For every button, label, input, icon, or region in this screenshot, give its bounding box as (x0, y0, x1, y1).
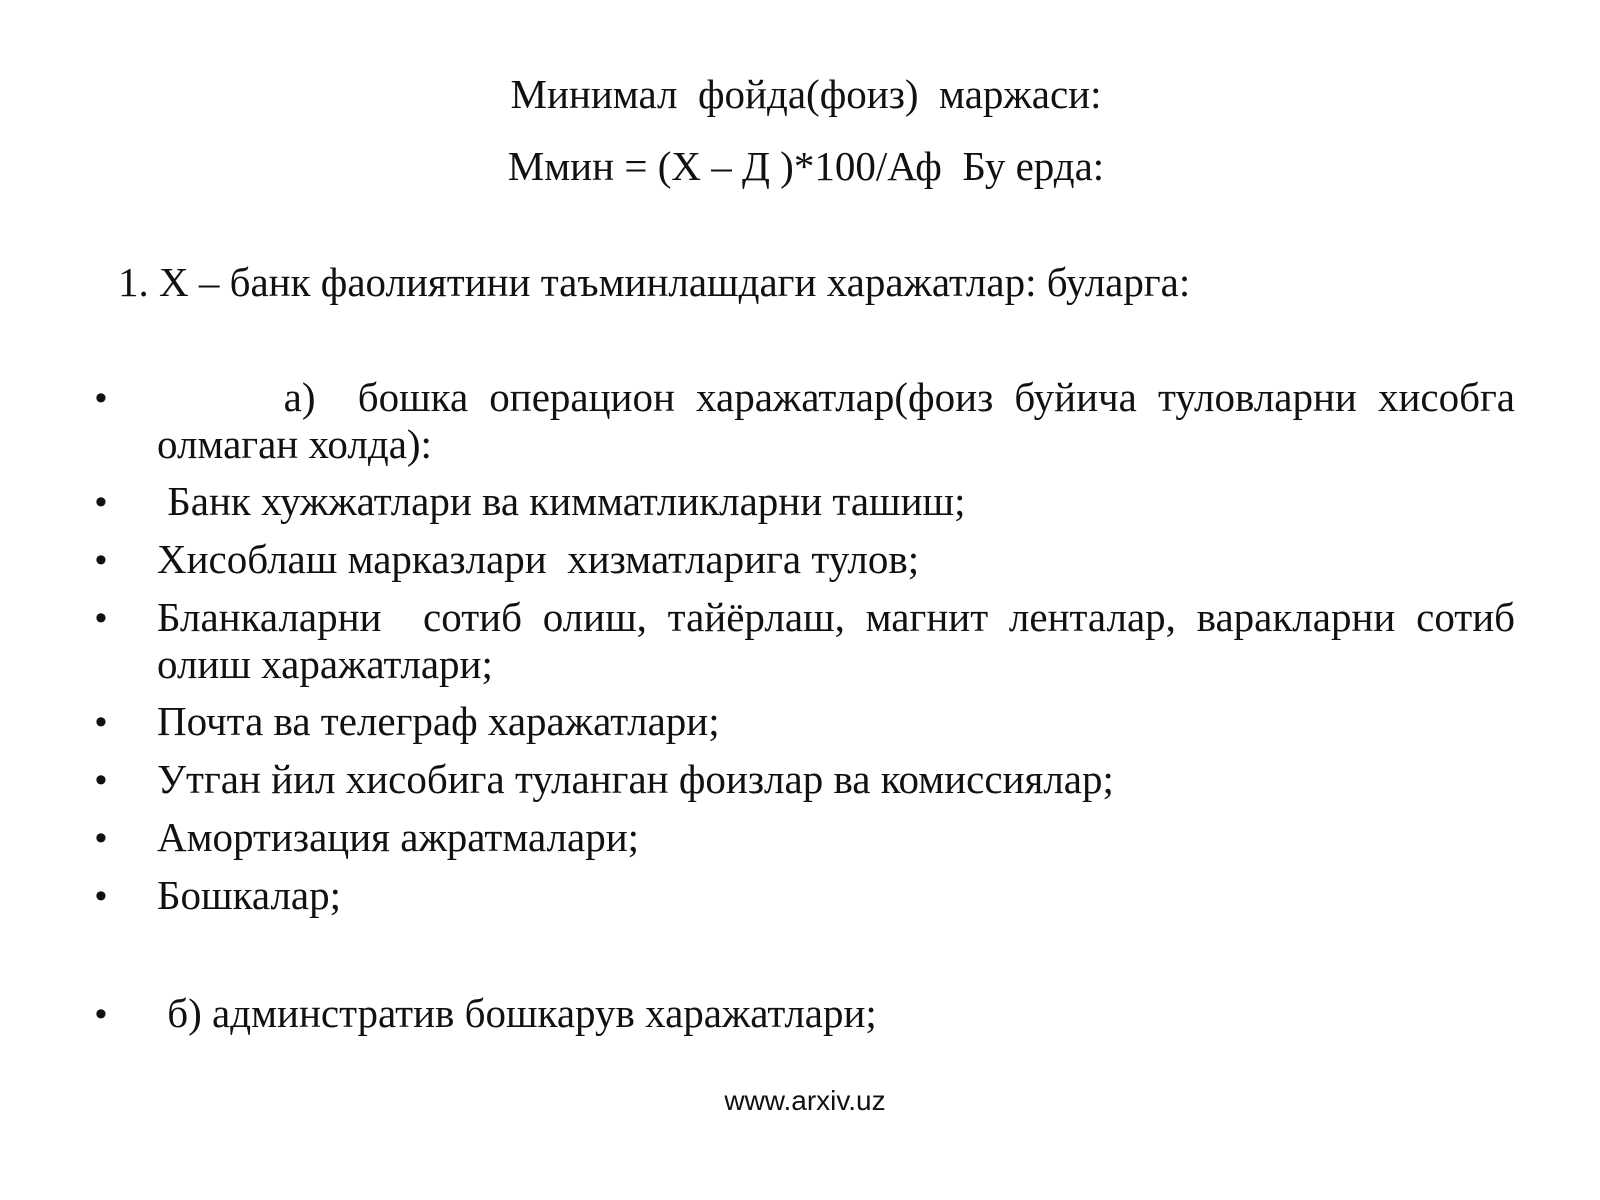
bullet-icon: • (95, 599, 107, 637)
bullet-icon: • (95, 483, 107, 521)
list-item-text: Утган йил хисобига туланган фоизлар ва комиссиялар; (157, 756, 1114, 802)
bullet-icon: • (95, 819, 107, 857)
bullet-icon: • (95, 877, 107, 915)
bullet-icon: • (95, 703, 107, 741)
list-item-text: Банк хужжатлари ва кимматликларни ташиш; (157, 478, 966, 524)
bullet-icon: • (95, 761, 107, 799)
list-item-text: б) админстратив бошкарув харажатлари; (157, 990, 877, 1036)
bullet-icon: • (95, 995, 107, 1033)
formula-line: Ммин = (Х – Д )*100/Аф Бу ерда: (507, 143, 1105, 189)
bullet-icon: • (95, 541, 107, 579)
slide-title: Минимал фойда(фоиз) маржаси: (510, 71, 1102, 117)
list-item-text: Бошкалар; (157, 872, 342, 918)
bullet-icon: • (95, 379, 107, 417)
list-item-text: Почта ва телеграф харажатлари; (157, 698, 720, 744)
list-item-text: Бланкаларни сотиб олиш, тайёрлаш, магнит ленталар, варакларни сотиб олиш харажатлари; (157, 594, 1526, 687)
numbered-item: 1. Х – банк фаолиятини таъминлашдаги харажатлар: буларга: (118, 259, 1191, 305)
list-item-text: Амортизация ажратмалари; (157, 814, 640, 860)
footer-url: www.arxiv.uz (724, 1085, 886, 1116)
list-item-text: Хисоблаш марказлари хизматларига тулов; (157, 536, 920, 582)
list-item-text: а) бошка операцион харажатлар(фоиз буйича туловларни хисобга олмаган холда): (157, 374, 1526, 467)
